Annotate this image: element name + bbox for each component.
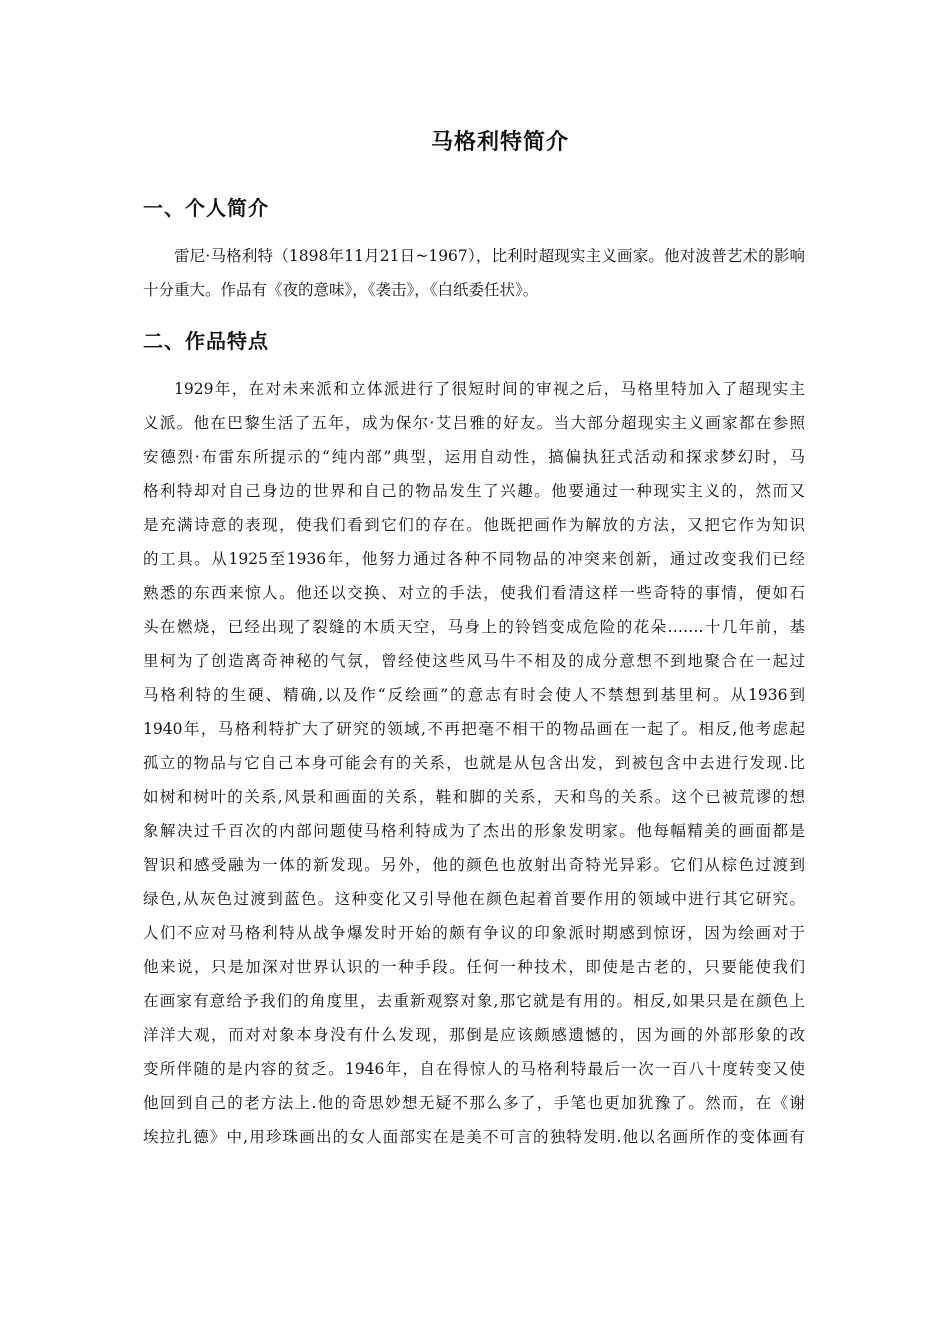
section-paragraph-personal-intro: 雷尼·马格利特（1898年11月21日~1967），比利时超现实主义画家。他对波普艺术的影响十分重大。作品有《夜的意味》，《袭击》，《白纸委任状》。 — [143, 247, 805, 299]
paragraph-line: 是充满诗意的表现，使我们看到它们的存在。他既把画作为解放的方法，又把它作为知识 — [143, 516, 805, 534]
section-heading-work-features: 二、作品特点 — [143, 329, 269, 353]
paragraph-line: 格利特却对自己身边的世界和自己的物品发生了兴趣。他要通过一种现实主义的，然而又 — [143, 482, 805, 500]
section-heading-personal-intro: 一、个人简介 — [143, 196, 269, 220]
paragraph-line: 象解决过千百次的内部问题使马格利特成为了杰出的形象发明家。他每幅精美的画面都是 — [143, 822, 805, 840]
paragraph-line: 安德烈·布雷东所提示的“纯内部”典型，运用自动性，搞偏执狂式活动和探求梦幻时，马 — [143, 448, 805, 466]
paragraph-line: 马格利特的生硬、精确,以及作“反绘画”的意志有时会使人不禁想到基里柯。从1936到 — [143, 686, 805, 704]
document-title: 马格利特简介 — [430, 129, 569, 155]
paragraph-line: 在画家有意给予我们的角度里，去重新观察对象,那它就是有用的。相反,如果只是在颜色上 — [143, 992, 805, 1010]
paragraph-line: 智识和感受融为一体的新发现。另外，他的颜色也放射出奇特光异彩。它们从棕色过渡到 — [143, 856, 805, 874]
paragraph-line: 绿色,从灰色过渡到蓝色。这种变化又引导他在颜色起着首要作用的领域中进行其它研究。 — [143, 890, 805, 908]
paragraph-line: 他来说，只是加深对世界认识的一种手段。任何一种技术，即使是古老的，只要能使我们 — [143, 958, 805, 976]
paragraph-line: 1940年，马格利特扩大了研究的领域,不再把毫不相干的物品画在一起了。相反,他考虑起 — [143, 720, 805, 738]
paragraph-line: 人们不应对马格利特从战争爆发时开始的颇有争议的印象派时期感到惊讶，因为绘画对于 — [143, 924, 805, 942]
paragraph-line: 孤立的物品与它自己本身可能会有的关系，也就是从包含出发，到被包含中去进行发现.比 — [143, 754, 805, 772]
paragraph-line: 的工具。从1925至1936年，他努力通过各种不同物品的冲突来创新，通过改变我们已经 — [143, 550, 805, 568]
paragraph-line: 1929年，在对未来派和立体派进行了很短时间的审视之后，马格里特加入了超现实主 — [174, 380, 805, 398]
section-paragraph-work-features — [143, 372, 805, 1154]
paragraph-line: 变所伴随的是内容的贫乏。1946年，自在得惊人的马格利特最后一次一百八十度转变又使 — [143, 1060, 805, 1078]
paragraph-line: 里柯为了创造离奇神秘的气氛，曾经使这些风马牛不相及的成分意想不到地聚合在一起过 — [143, 652, 805, 670]
paragraph-line: 熟悉的东西来惊人。他还以交换、对立的手法，使我们看清这样一些奇特的事情，便如石 — [143, 584, 805, 602]
paragraph-line: 头在燃烧，已经出现了裂缝的木质天空，马身上的铃铛变成危险的花朵…….十几年前，基 — [143, 618, 805, 636]
paragraph-line: 埃拉扎德》中,用珍珠画出的女人面部实在是美不可言的独特发明.他以名画所作的变体画有 — [143, 1128, 805, 1146]
paragraph-line: 他回到自己的老方法上.他的奇思妙想无疑不那么多了，手笔也更加犹豫了。然而，在《谢 — [143, 1094, 805, 1112]
paragraph-line: 如树和树叶的关系,风景和画面的关系，鞋和脚的关系，天和鸟的关系。这个已被荒谬的想 — [143, 788, 805, 806]
paragraph-line: 义派。他在巴黎生活了五年，成为保尔·艾吕雅的好友。当大部分超现实主义画家都在参照 — [143, 414, 805, 432]
paragraph-line: 洋洋大观，而对对象本身没有什么发现，那倒是应该颇感遗憾的，因为画的外部形象的改 — [143, 1026, 805, 1044]
